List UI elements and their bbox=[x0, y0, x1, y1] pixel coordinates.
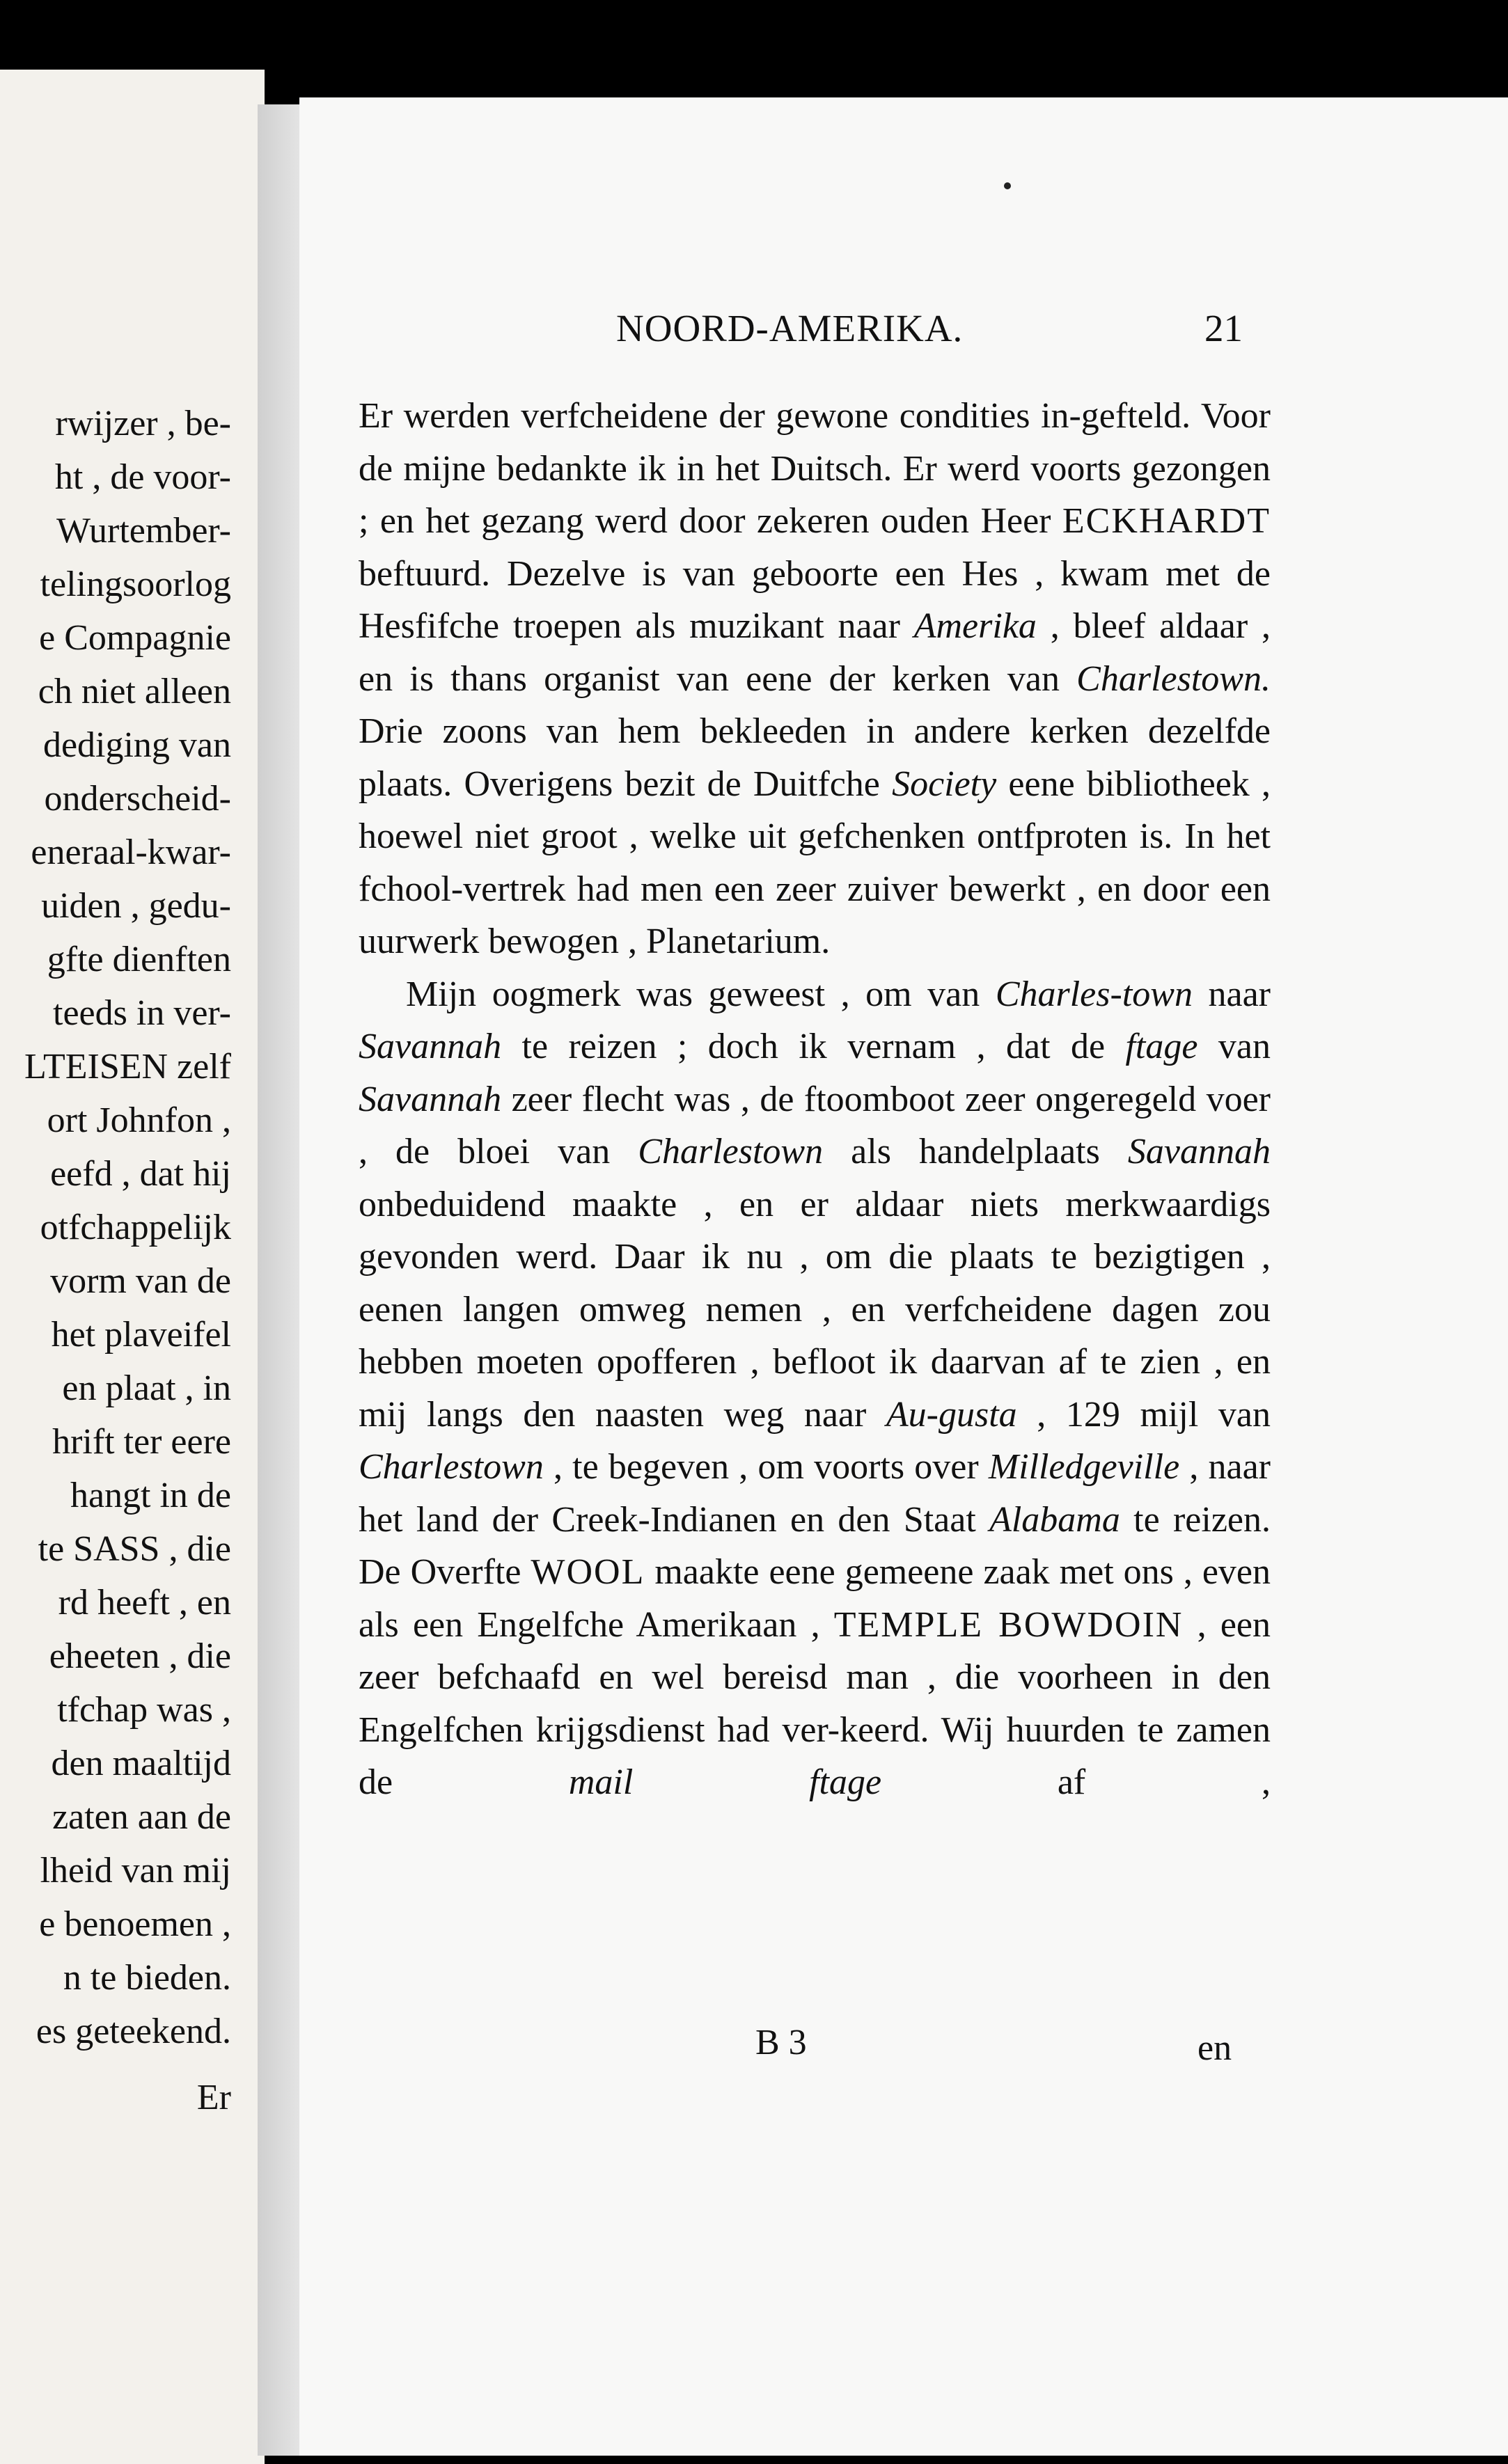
left-line: eheeten , die bbox=[49, 1636, 231, 1676]
place-name: Alabama bbox=[989, 1499, 1120, 1540]
left-line: rwijzer , be- bbox=[55, 404, 231, 443]
running-head: NOORD-AMERIKA. bbox=[616, 307, 964, 349]
place-name: Charlestown. bbox=[1076, 658, 1271, 699]
place-name: Milledgeville bbox=[988, 1447, 1180, 1487]
place-name: Charles-town bbox=[995, 974, 1193, 1014]
left-line: n te bieden. bbox=[63, 1958, 231, 1998]
left-line: ht , de voor- bbox=[54, 457, 231, 497]
text-run: Er werden verfcheidene der gewone condities in-gefteld. Voor de mijne bedankte ik in het Duitsch. Er werd voorts gezongen ; en het gezang werd door zekeren ouden Heer bbox=[359, 396, 1271, 541]
text-run: van bbox=[1197, 1027, 1271, 1066]
place-name: Charlestown bbox=[638, 1132, 824, 1171]
left-line: otfchappelijk bbox=[40, 1208, 231, 1247]
italic-term: Society bbox=[892, 764, 997, 804]
text-run: te reizen. De Overfte bbox=[359, 1499, 1271, 1592]
text-run: , 129 mijl van bbox=[1016, 1394, 1271, 1435]
place-name: Savannah bbox=[359, 1027, 502, 1066]
italic-term: ftage bbox=[1125, 1027, 1198, 1066]
left-line: den maaltijd bbox=[51, 1744, 231, 1783]
left-line: onderscheid- bbox=[44, 779, 231, 819]
text-run: beftuurd. Dezelve is van geboorte een Hes , kwam met de Hesfifche troepen als muzikant naar bbox=[359, 553, 1271, 646]
text-run: , een zeer befchaafd en wel bereisd man , die voorheen in den Engelfchen krijgsdienst had ver-keerd. Wij huurden te zamen de bbox=[359, 1604, 1271, 1802]
place-name: Savannah bbox=[1127, 1132, 1271, 1171]
place-name: Savannah bbox=[359, 1079, 502, 1119]
left-line: te SASS , die bbox=[38, 1529, 231, 1569]
text-run: Drie zoons van hem bekleeden in andere kerken dezelfde plaats. Overigens bezit de Duitfche bbox=[359, 711, 1271, 804]
left-line: ort Johnfon , bbox=[47, 1100, 231, 1140]
place-name: Au-gusta bbox=[886, 1394, 1017, 1435]
left-line: lheid van mij bbox=[40, 1851, 231, 1890]
left-line: eneraal-kwar- bbox=[31, 832, 231, 872]
left-line: dediging van bbox=[42, 725, 231, 765]
left-line: uiden , gedu- bbox=[41, 886, 231, 926]
body-text bbox=[359, 390, 1271, 1809]
text-run: maakte eene gemeene zaak met ons , even als een Engelfche Amerikaan , bbox=[359, 1552, 1271, 1645]
text-run: , naar het land der Creek-Indianen en den Staat bbox=[359, 1447, 1271, 1540]
left-line: rd heeft , en bbox=[58, 1583, 231, 1622]
italic-term: mail ftage bbox=[568, 1762, 882, 1802]
signature-mark: B 3 bbox=[755, 2023, 807, 2062]
left-line: Wurtember- bbox=[56, 511, 231, 551]
person-name: WOOL bbox=[531, 1552, 645, 1592]
left-line: LTEISEN zelf bbox=[24, 1047, 231, 1087]
text-run: , te begeven , om voorts over bbox=[543, 1447, 989, 1487]
page-number: 21 bbox=[1204, 307, 1243, 349]
left-line: gfte dienften bbox=[47, 940, 231, 979]
person-name: TEMPLE BOWDOIN bbox=[833, 1604, 1184, 1645]
left-line: ch niet alleen bbox=[38, 672, 231, 711]
paragraph-2 bbox=[359, 968, 1271, 1809]
book-page bbox=[299, 97, 1508, 2456]
left-line: e benoemen , bbox=[39, 1904, 231, 1944]
left-line: hangt in de bbox=[70, 1476, 231, 1515]
left-line: hrift ter eere bbox=[52, 1422, 231, 1462]
page-header bbox=[299, 306, 1508, 362]
text-run: als handelplaats bbox=[823, 1132, 1128, 1171]
page-footer bbox=[299, 2022, 1508, 2078]
left-line: zaten aan de bbox=[52, 1797, 231, 1837]
left-line: tfchap was , bbox=[57, 1690, 231, 1730]
previous-page-fragment bbox=[0, 70, 265, 2464]
left-line: es geteekend. bbox=[36, 2012, 231, 2051]
left-line: het plaveifel bbox=[51, 1315, 231, 1355]
text-run: , bleef aldaar , en is thans organist van eene der kerken van bbox=[359, 606, 1271, 699]
text-run: naar bbox=[1192, 974, 1271, 1014]
left-line: teeds in ver- bbox=[53, 993, 231, 1033]
ink-speck bbox=[1004, 182, 1011, 189]
place-name: Charlestown bbox=[359, 1447, 544, 1487]
previous-page-text bbox=[24, 397, 231, 2124]
left-line: en plaat , in bbox=[62, 1368, 231, 1408]
text-run: Mijn oogmerk was geweest , om van bbox=[406, 974, 996, 1014]
text-run: zeer flecht was , de ftoomboot zeer ongeregeld voer , de bloei van bbox=[359, 1079, 1271, 1171]
text-run: onbeduidend maakte , en er aldaar niets merkwaardigs gevonden werd. Daar ik nu , om die plaats te bezigtigen , eenen langen omweg nemen , en verfcheidene dagen zou hebben moeten opofferen , befloot ik daarvan af te zien , en mij langs den naasten weg naar bbox=[359, 1184, 1271, 1435]
left-line: telingsoorlog bbox=[40, 564, 231, 604]
text-run: te reizen ; doch ik vernam , dat de bbox=[501, 1027, 1126, 1066]
paragraph-1 bbox=[359, 390, 1271, 968]
left-page-catchword: Er bbox=[196, 2078, 231, 2117]
left-line: eefd , dat hij bbox=[50, 1154, 231, 1194]
left-line: vorm van de bbox=[50, 1261, 231, 1301]
person-name: ECKHARDT bbox=[1062, 501, 1271, 541]
place-name: Amerika bbox=[913, 606, 1037, 646]
text-run: eene bibliotheek , hoewel niet groot , welke uit gefchenken ontfproten is. In het fchool-vertrek had men een zeer zuiver bewerkt , en door een uurwerk bewogen , Planetarium. bbox=[359, 764, 1271, 961]
left-line: e Compagnie bbox=[39, 618, 231, 658]
catchword: en bbox=[1197, 2028, 1232, 2068]
text-run: af , bbox=[881, 1762, 1271, 1802]
